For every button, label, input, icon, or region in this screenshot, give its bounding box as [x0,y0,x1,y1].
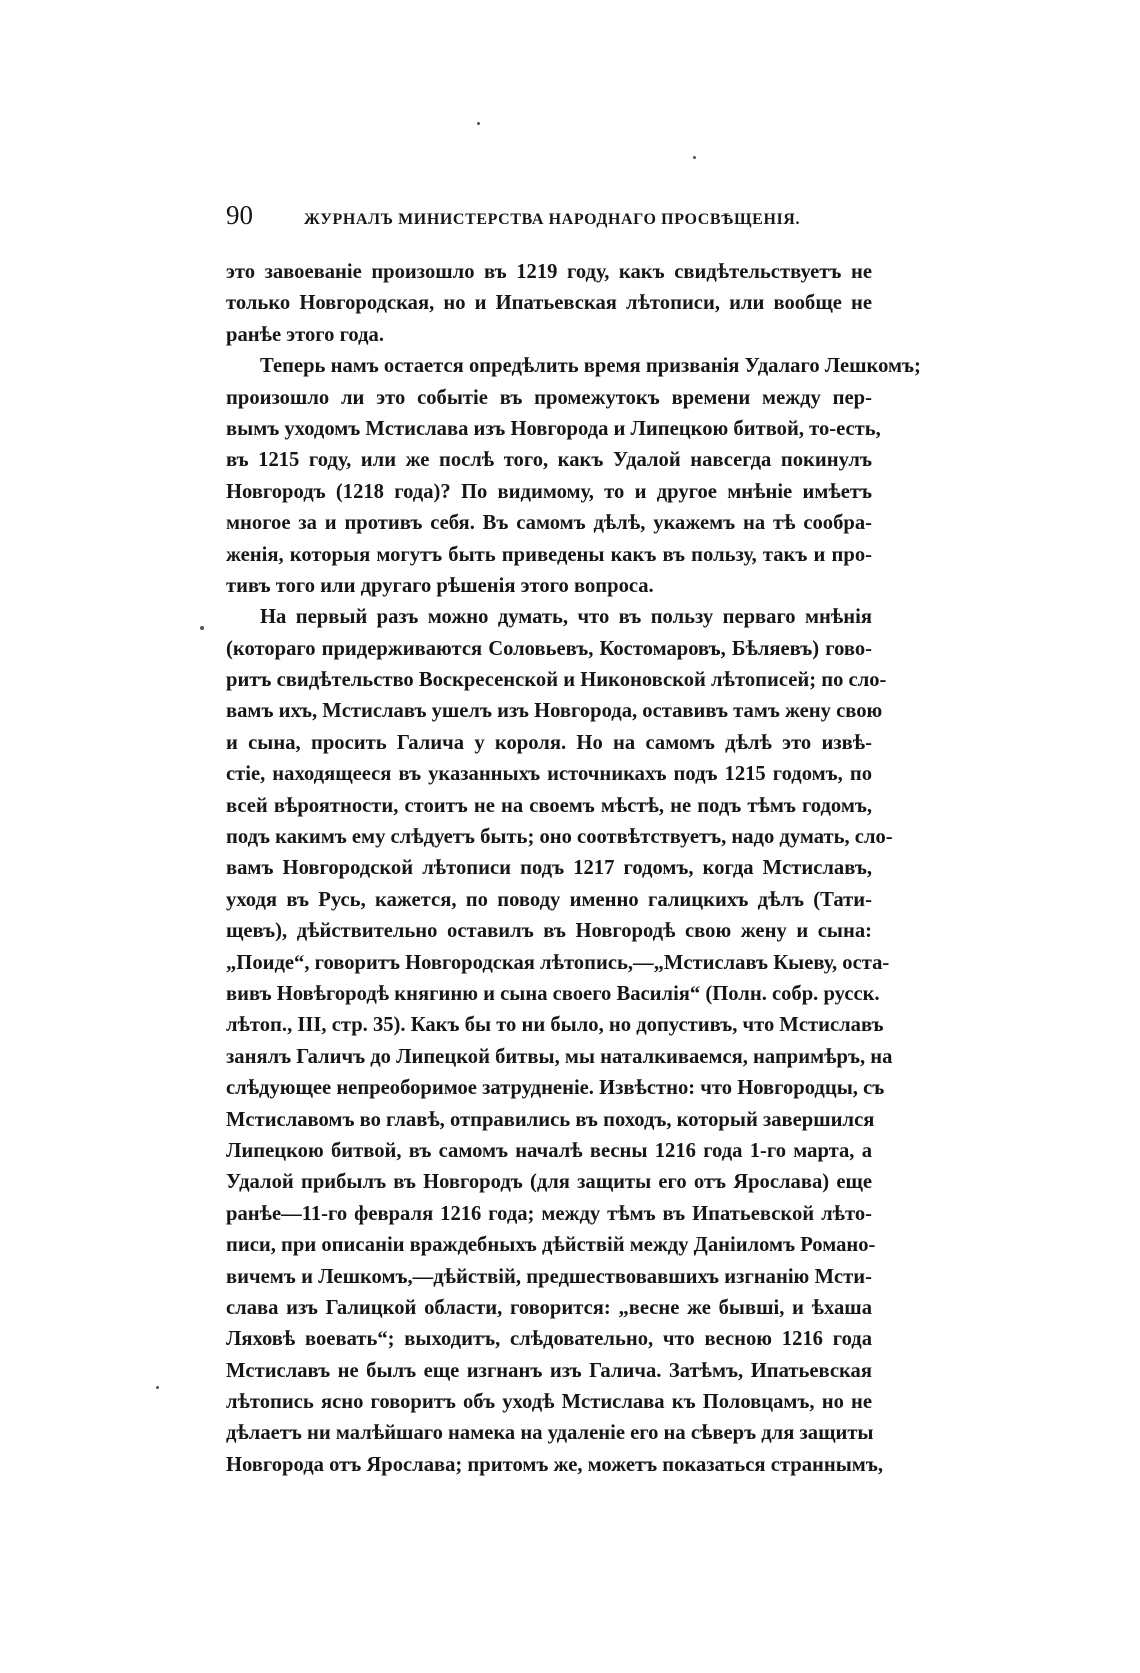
text-line: уходя въ Русь, кажется, по поводу именно галицкихъ дѣлъ (Тати- [226,888,872,911]
running-header [226,200,872,231]
text-line: подъ какимъ ему слѣдуетъ быть; оно соотвѣтствуетъ, надо думать, сло- [226,826,893,849]
text-line: ранѣе этого года. [226,323,384,346]
text-line: это завоеваніе произошло въ 1219 году, какъ свидѣтельствуетъ не [226,261,872,283]
text-line: Новгорода отъ Ярослава; притомъ же, можетъ показаться страннымъ, [226,1453,883,1476]
text-line: многое за и противъ себя. Въ самомъ дѣлѣ, укажемъ на тѣ сообра- [226,512,872,535]
text-line: Новгородъ (1218 года)? По видимому, то и другое мнѣніе имѣетъ [226,480,872,503]
body-text [226,257,921,1481]
text-line: (котораго придерживаются Соловьевъ, Костомаровъ, Бѣляевъ) гово- [226,637,872,660]
scan-speck [693,156,696,159]
text-line: стіе, находящееся въ указанныхъ источникахъ подъ 1215 годомъ, по [226,763,872,786]
text-line: писи, при описаніи враждебныхъ дѣйствій между Даніиломъ Романо- [226,1234,876,1257]
text-line: Липецкою битвой, въ самомъ началѣ весны 1216 года 1-го марта, а [226,1139,872,1162]
text-line: Мстиславомъ во главѣ, отправились въ походъ, который завершился [226,1108,875,1131]
text-line: На первый разъ можно думать, что въ пользу перваго мнѣнія [260,606,872,629]
text-line: произошло ли это событіе въ промежутокъ времени между пер- [226,386,872,409]
text-line: дѣлаетъ ни малѣйшаго намека на удаленіе его на сѣверъ для защиты [226,1422,874,1445]
text-line: Удалой прибылъ въ Новгородъ (для защиты его отъ Ярослава) еще [226,1171,872,1194]
text-line: въ 1215 году, или же послѣ того, какъ Удалой навсегда покинулъ [226,449,872,472]
scan-speck [200,626,204,630]
text-line: вичемъ и Лешкомъ,—дѣйствій, предшествовавшихъ изгнанію Мсти- [226,1265,872,1288]
text-line: тивъ того или другаго рѣшенія этого вопроса. [226,574,654,597]
text-line: слѣдующее непреоборимое затрудненіе. Извѣстно: что Новгородцы, съ [226,1077,885,1100]
text-line: Теперь намъ остается опредѣлить время призванія Удалаго Лешкомъ; [260,355,921,378]
text-line: всей вѣроятности, стоитъ не на своемъ мѣстѣ, не подъ тѣмъ годомъ, [226,794,872,817]
text-line: Ляховѣ воевать“; выходитъ, слѣдовательно, что весною 1216 года [226,1328,872,1351]
text-line: вамъ ихъ, Мстиславъ ушелъ изъ Новгорода, оставивъ тамъ жену свою [226,700,883,723]
text-line: ритъ свидѣтельство Воскресенской и Никоновской лѣтописей; по сло- [226,669,887,692]
text-line: лѣтоп., III, стр. 35). Какъ бы то ни было, но допустивъ, что Мстиславъ [226,1014,884,1037]
scan-speck [156,1386,159,1389]
text-line: слава изъ Галицкой области, говорится: „весне же бывші, и ѣхаша [226,1296,872,1319]
text-line: вамъ Новгородской лѣтописи подъ 1217 годомъ, когда Мстиславъ, [226,857,872,880]
text-line: только Новгородская, но и Ипатьевская лѣтописи, или вообще не [226,292,872,315]
text-line: женія, которыя могутъ быть приведены какъ въ пользу, такъ и про- [226,543,872,566]
text-line: занялъ Галичъ до Липецкой битвы, мы наталкиваемся, напримѣръ, на [226,1045,893,1068]
text-line: ранѣе—11-го февраля 1216 года; между тѣмъ въ Ипатьевской лѣто- [226,1202,872,1225]
scan-speck [477,122,480,125]
running-title: ЖУРНАЛЪ МИНИСТЕРСТВА НАРОДНАГО ПРОСВѢЩЕНІЯ. [304,211,801,228]
text-line: „Поиде“, говоритъ Новгородская лѣтопись,—„Мстиславъ Кыеву, оста- [226,951,890,974]
text-line: Мстиславъ не былъ еще изгнанъ изъ Галича. Затѣмъ, Ипатьевская [226,1359,872,1382]
text-line: вымъ уходомъ Мстислава изъ Новгорода и Липецкою битвой, то-есть, [226,417,881,440]
text-line: вивъ Новѣгородѣ княгиню и сына своего Василія“ (Полн. собр. русск. [226,982,880,1005]
text-line: лѣтопись ясно говоритъ объ уходѣ Мстислава къ Половцамъ, но не [226,1391,872,1414]
page-number: 90 [226,200,253,230]
text-line: щевъ), дѣйствительно оставилъ въ Новгородѣ свою жену и сына: [226,920,872,943]
text-line: и сына, просить Галича у короля. Но на самомъ дѣлѣ это извѣ- [226,731,872,754]
